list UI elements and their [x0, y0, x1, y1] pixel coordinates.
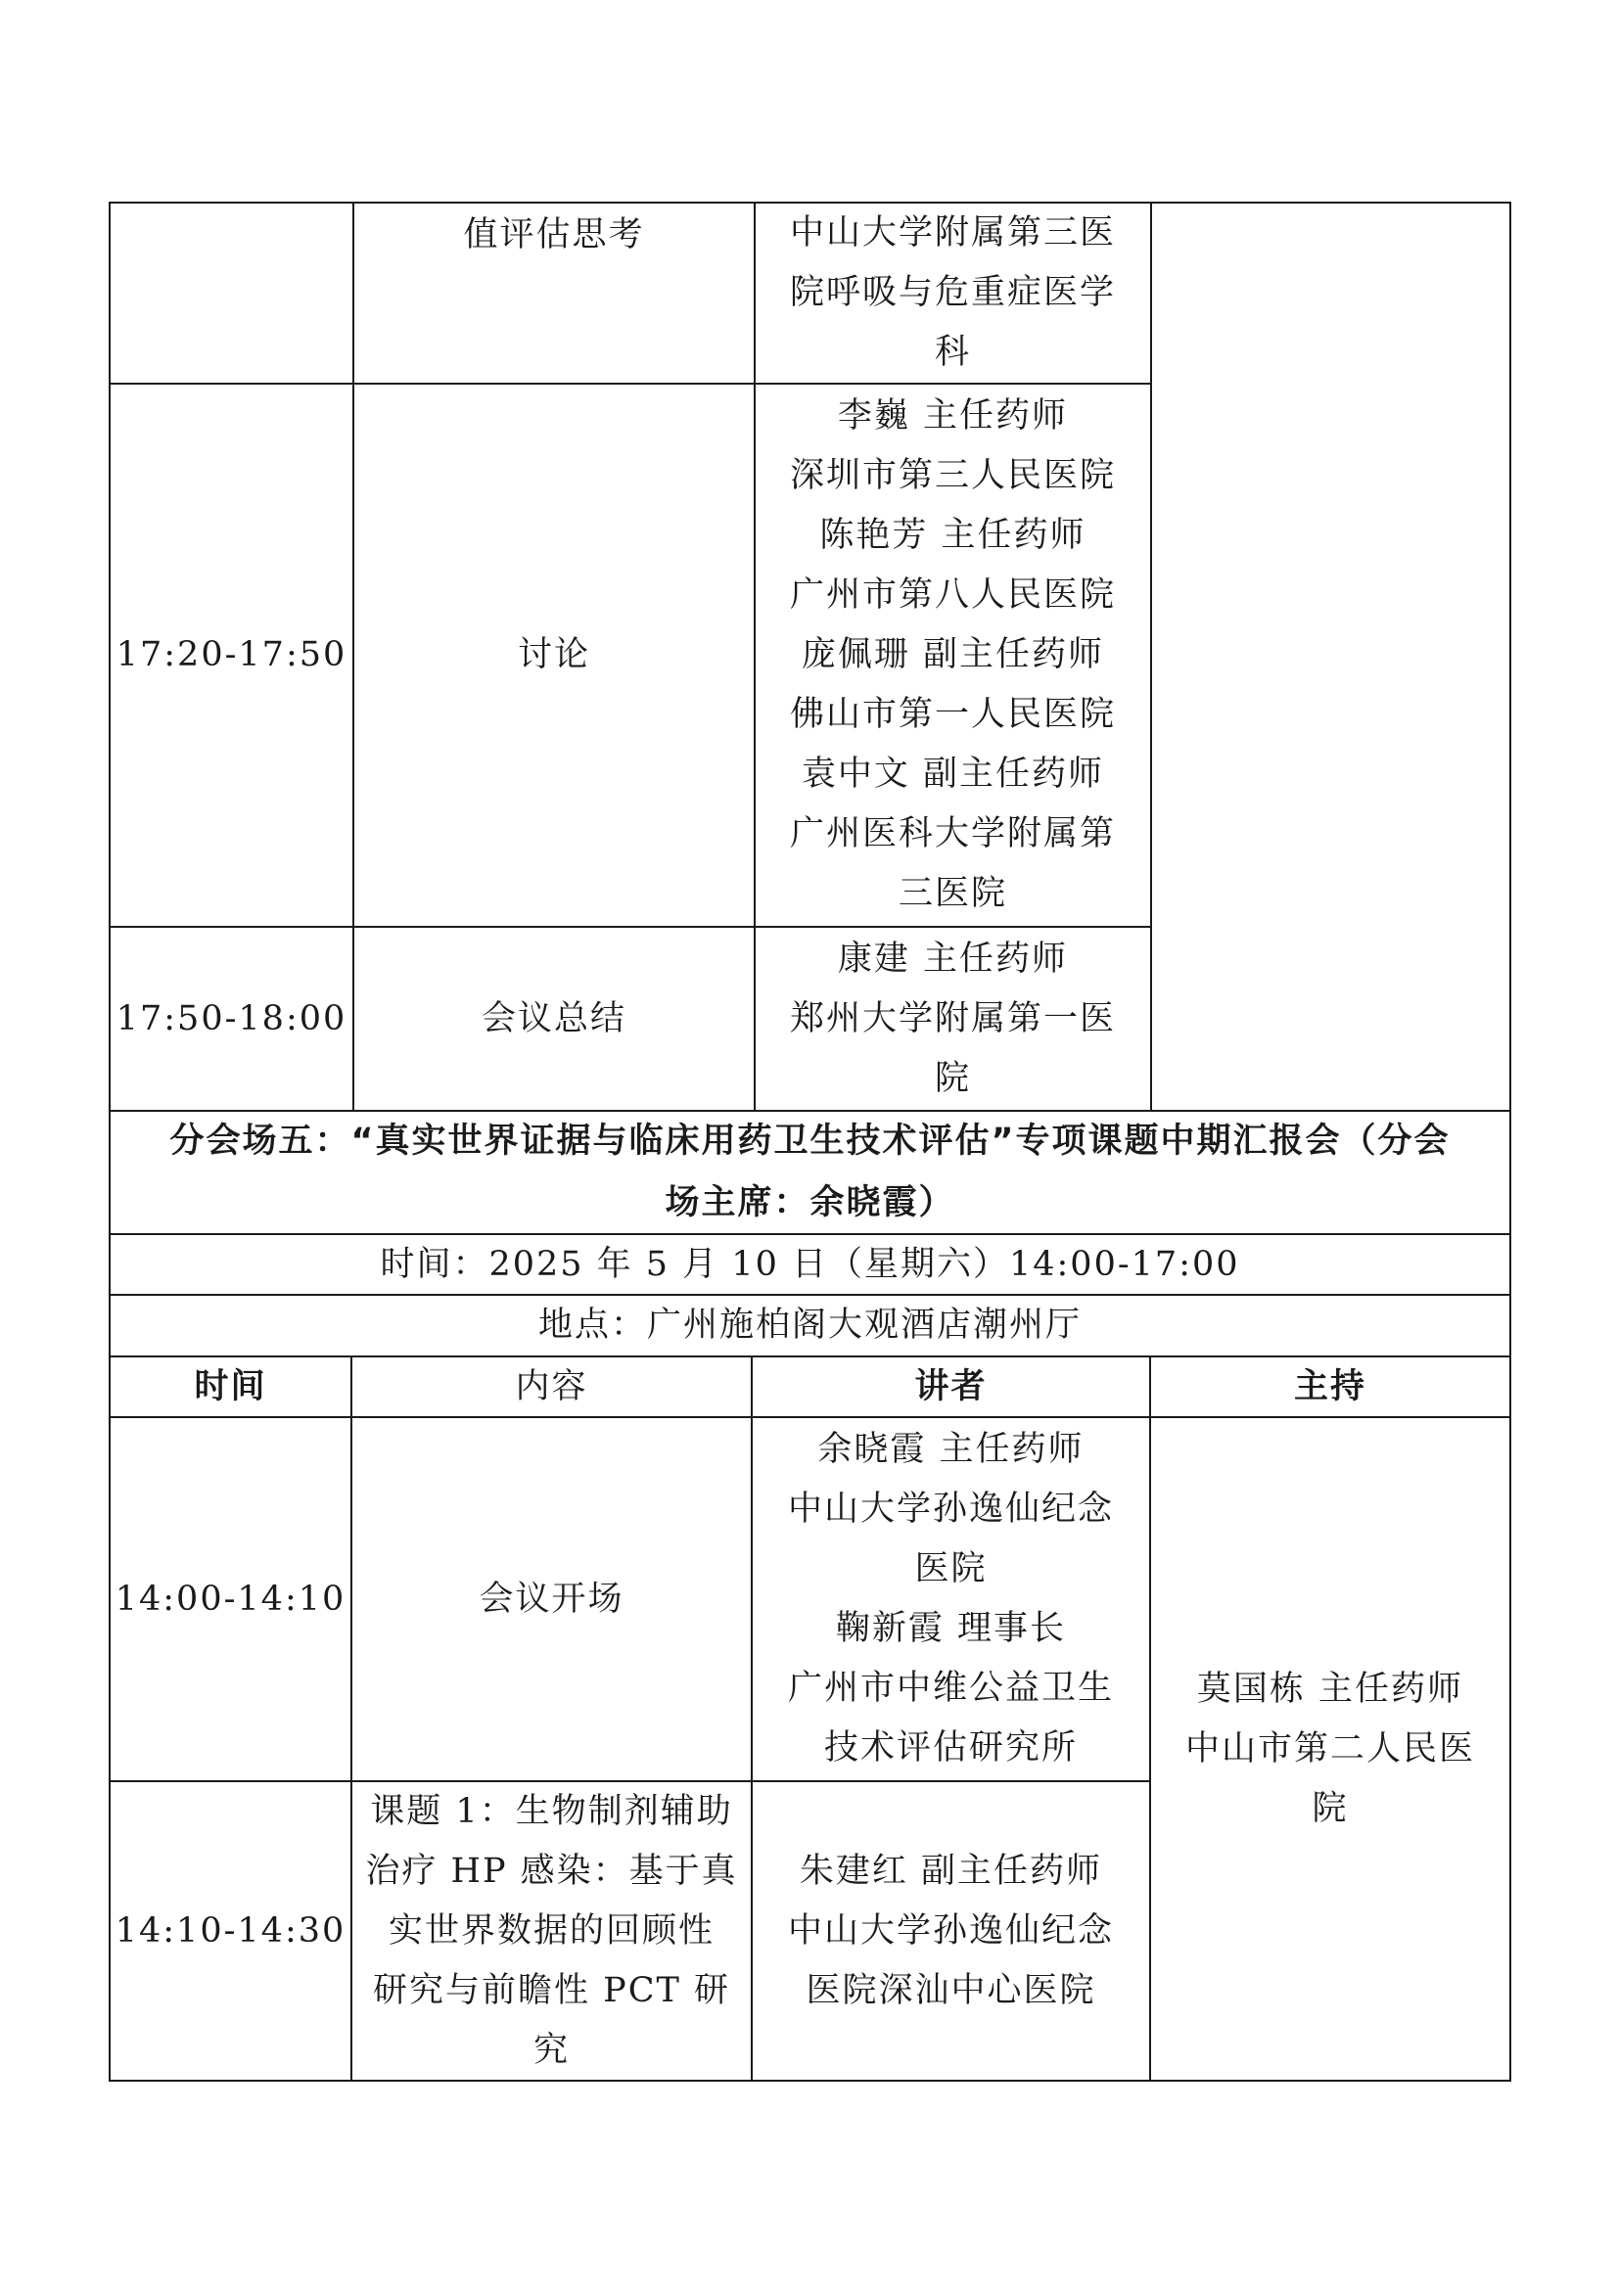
header-speaker: 讲者	[914, 1366, 988, 1406]
row-2-speaker	[756, 385, 1150, 926]
section-title	[111, 1112, 1509, 1233]
host-line: 院	[1312, 1788, 1349, 1828]
speaker-line: 郑州大学附属第一医	[789, 998, 1116, 1038]
speaker-line: 医院深汕中心医院	[806, 1970, 1096, 2010]
section-time: 时间：2025 年 5 月 10 日（星期六）14:00-17:00	[380, 1244, 1240, 1284]
row-5-content	[352, 1782, 751, 2080]
speaker-line: 佛山市第一人民医院	[789, 695, 1116, 734]
row-4-time	[111, 1418, 350, 1780]
speaker-line: 朱建红 副主任药师	[799, 1851, 1103, 1891]
row-4-speaker	[753, 1418, 1149, 1780]
speaker-line: 袁中文 副主任药师	[801, 755, 1105, 794]
speaker-line: 中山大学孙逸仙纪念	[787, 1910, 1114, 1951]
content-line: 实世界数据的回顾性	[388, 1910, 715, 1951]
time-text: 14:10-14:30	[115, 1910, 346, 1951]
content-line: 究	[532, 2030, 570, 2070]
content-line: 讨论	[517, 635, 590, 674]
time-text: 17:50-18:00	[116, 998, 347, 1038]
row-3-speaker	[756, 928, 1150, 1110]
section-place: 地点：广州施柏阁大观酒店潮州厅	[537, 1306, 1082, 1345]
row-3-content	[354, 928, 754, 1110]
speaker-line: 科	[934, 333, 971, 372]
content-line: 会议总结	[481, 998, 626, 1038]
header-content: 内容	[515, 1366, 588, 1406]
host-line: 莫国栋 主任药师	[1196, 1669, 1464, 1709]
speaker-line: 技术评估研究所	[823, 1728, 1078, 1768]
row-2-time	[111, 385, 352, 926]
speaker-line: 庞佩珊 副主任药师	[801, 635, 1105, 674]
speaker-line: 余晓霞 主任药师	[817, 1430, 1085, 1469]
row-2-content	[354, 385, 754, 926]
time-text: 14:00-14:10	[115, 1579, 346, 1619]
row-1-speaker	[756, 204, 1150, 383]
host-line: 中山市第二人民医	[1184, 1728, 1475, 1768]
row-1-content	[354, 206, 754, 383]
speaker-line: 广州市第八人民医院	[789, 575, 1116, 615]
speaker-line: 三医院	[898, 874, 1007, 913]
speaker-line: 李巍 主任药师	[837, 396, 1069, 436]
row-5-time	[111, 1782, 350, 2080]
row-4-content	[352, 1418, 751, 1780]
content-line: 治疗 HP 感染：基于真	[365, 1851, 738, 1891]
section-title-line: 分会场五：“真实世界证据与临床用药卫生技术评估”专项课题中期汇报会（分会	[169, 1122, 1451, 1161]
speaker-line: 医院	[914, 1549, 988, 1588]
content-line: 课题 1：生物制剂辅助	[370, 1791, 733, 1831]
header-host: 主持	[1293, 1366, 1366, 1406]
time-text: 17:20-17:50	[116, 635, 347, 674]
section-title-line: 场主席：余晓霞）	[665, 1183, 955, 1222]
speaker-line: 深圳市第三人民医院	[789, 456, 1116, 495]
speaker-line: 院	[934, 1058, 971, 1098]
host-cell	[1151, 1418, 1509, 2080]
speaker-line: 中山大学孙逸仙纪念	[787, 1490, 1114, 1529]
row-3-time	[111, 928, 352, 1110]
content-line: 会议开场	[479, 1579, 624, 1619]
content-line: 值评估思考	[463, 215, 645, 254]
row-5-speaker	[753, 1782, 1149, 2080]
speaker-line: 院呼吸与危重症医学	[789, 273, 1116, 312]
header-time: 时间	[194, 1366, 267, 1406]
speaker-line: 广州市中维公益卫生	[787, 1669, 1114, 1708]
speaker-line: 鞠新霞 理事长	[835, 1609, 1067, 1648]
content-line: 研究与前瞻性 PCT 研	[373, 1970, 730, 2010]
speaker-line: 中山大学附属第三医	[789, 213, 1116, 253]
speaker-line: 陈艳芳 主任药师	[819, 516, 1086, 555]
speaker-line: 康建 主任药师	[837, 939, 1069, 979]
speaker-line: 广州医科大学附属第	[789, 814, 1116, 853]
